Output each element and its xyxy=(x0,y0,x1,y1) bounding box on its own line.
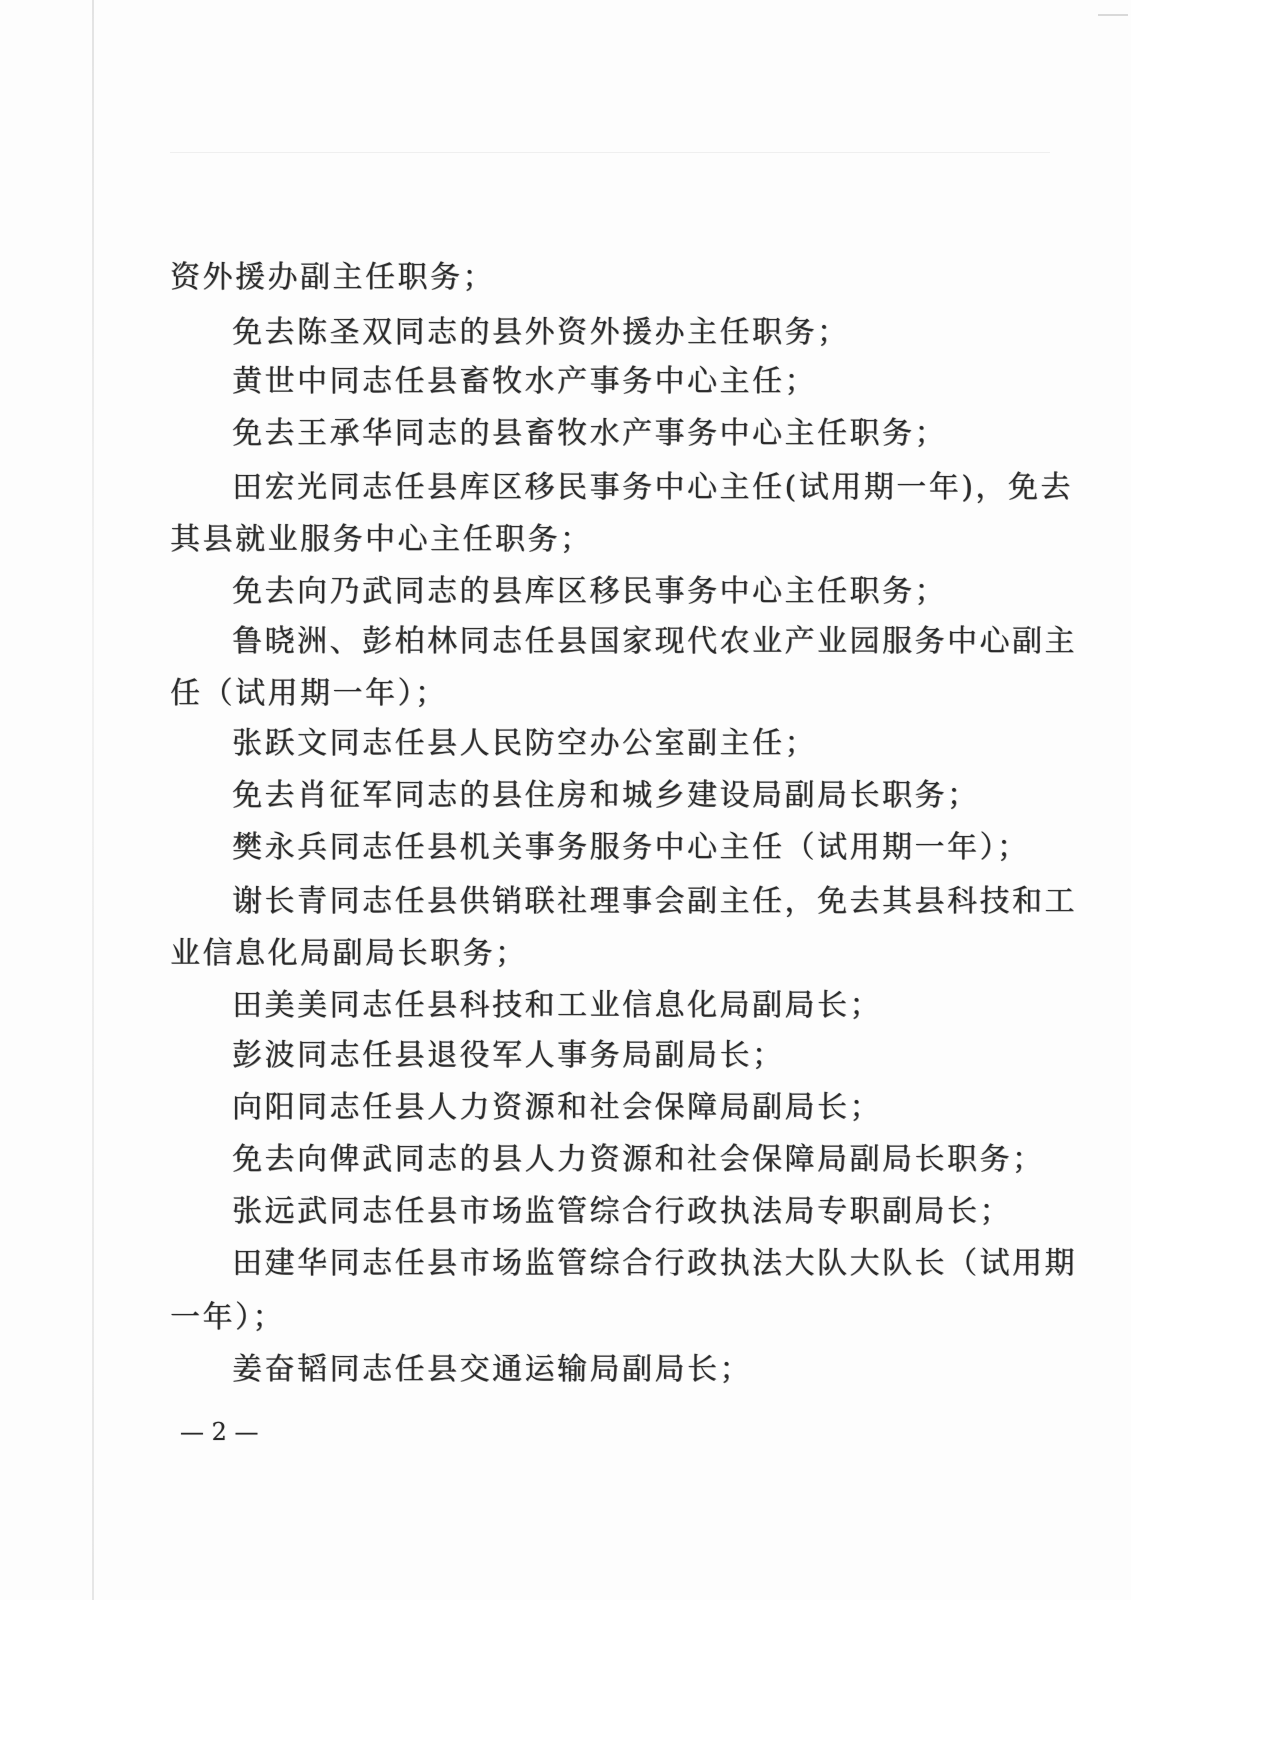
text-line: 资外援办副主任职务； xyxy=(170,260,495,295)
text-line: 免去向俾武同志的县人力资源和社会保障局副局长职务； xyxy=(232,1142,1045,1177)
text-line: 免去陈圣双同志的县外资外援办主任职务； xyxy=(232,315,850,350)
text-line: 鲁晓洲、彭柏林同志任县国家现代农业产业园服务中心副主 xyxy=(232,624,1077,659)
text-line: 樊永兵同志任县机关事务服务中心主任（试用期一年）； xyxy=(232,830,1030,865)
text-line: 任（试用期一年）； xyxy=(170,676,448,711)
text-line: 姜奋韬同志任县交通运输局副局长； xyxy=(232,1352,752,1387)
text-line: 田建华同志任县市场监管综合行政执法大队大队长（试用期 xyxy=(232,1246,1077,1281)
page-number: — 2 — xyxy=(180,1418,259,1446)
scan-artifact-line xyxy=(170,152,1050,153)
text-line: 免去向乃武同志的县库区移民事务中心主任职务； xyxy=(232,574,947,609)
text-line: 彭波同志任县退役军人事务局副局长； xyxy=(232,1038,785,1073)
text-line: 张跃文同志任县人民防空办公室副主任； xyxy=(232,726,817,761)
text-line: 免去肖征军同志的县住房和城乡建设局副局长职务； xyxy=(232,778,980,813)
text-line: 业信息化局副局长职务； xyxy=(170,936,528,971)
text-line: 一年）； xyxy=(170,1300,285,1335)
scan-artifact-mark xyxy=(1098,14,1128,16)
scan-edge xyxy=(92,0,94,1600)
text-line: 张远武同志任县市场监管综合行政执法局专职副局长； xyxy=(232,1194,1012,1229)
text-line: 向阳同志任县人力资源和社会保障局副局长； xyxy=(232,1090,882,1125)
text-line: 田美美同志任县科技和工业信息化局副局长； xyxy=(232,988,882,1023)
text-line: 黄世中同志任县畜牧水产事务中心主任； xyxy=(232,364,817,399)
text-line: 免去王承华同志的县畜牧水产事务中心主任职务； xyxy=(232,416,947,451)
text-line: 其县就业服务中心主任职务； xyxy=(170,522,593,557)
text-line: 田宏光同志任县库区移民事务中心主任(试用期一年)，免去 xyxy=(232,470,1073,505)
text-line: 谢长青同志任县供销联社理事会副主任，免去其县科技和工 xyxy=(232,884,1077,919)
